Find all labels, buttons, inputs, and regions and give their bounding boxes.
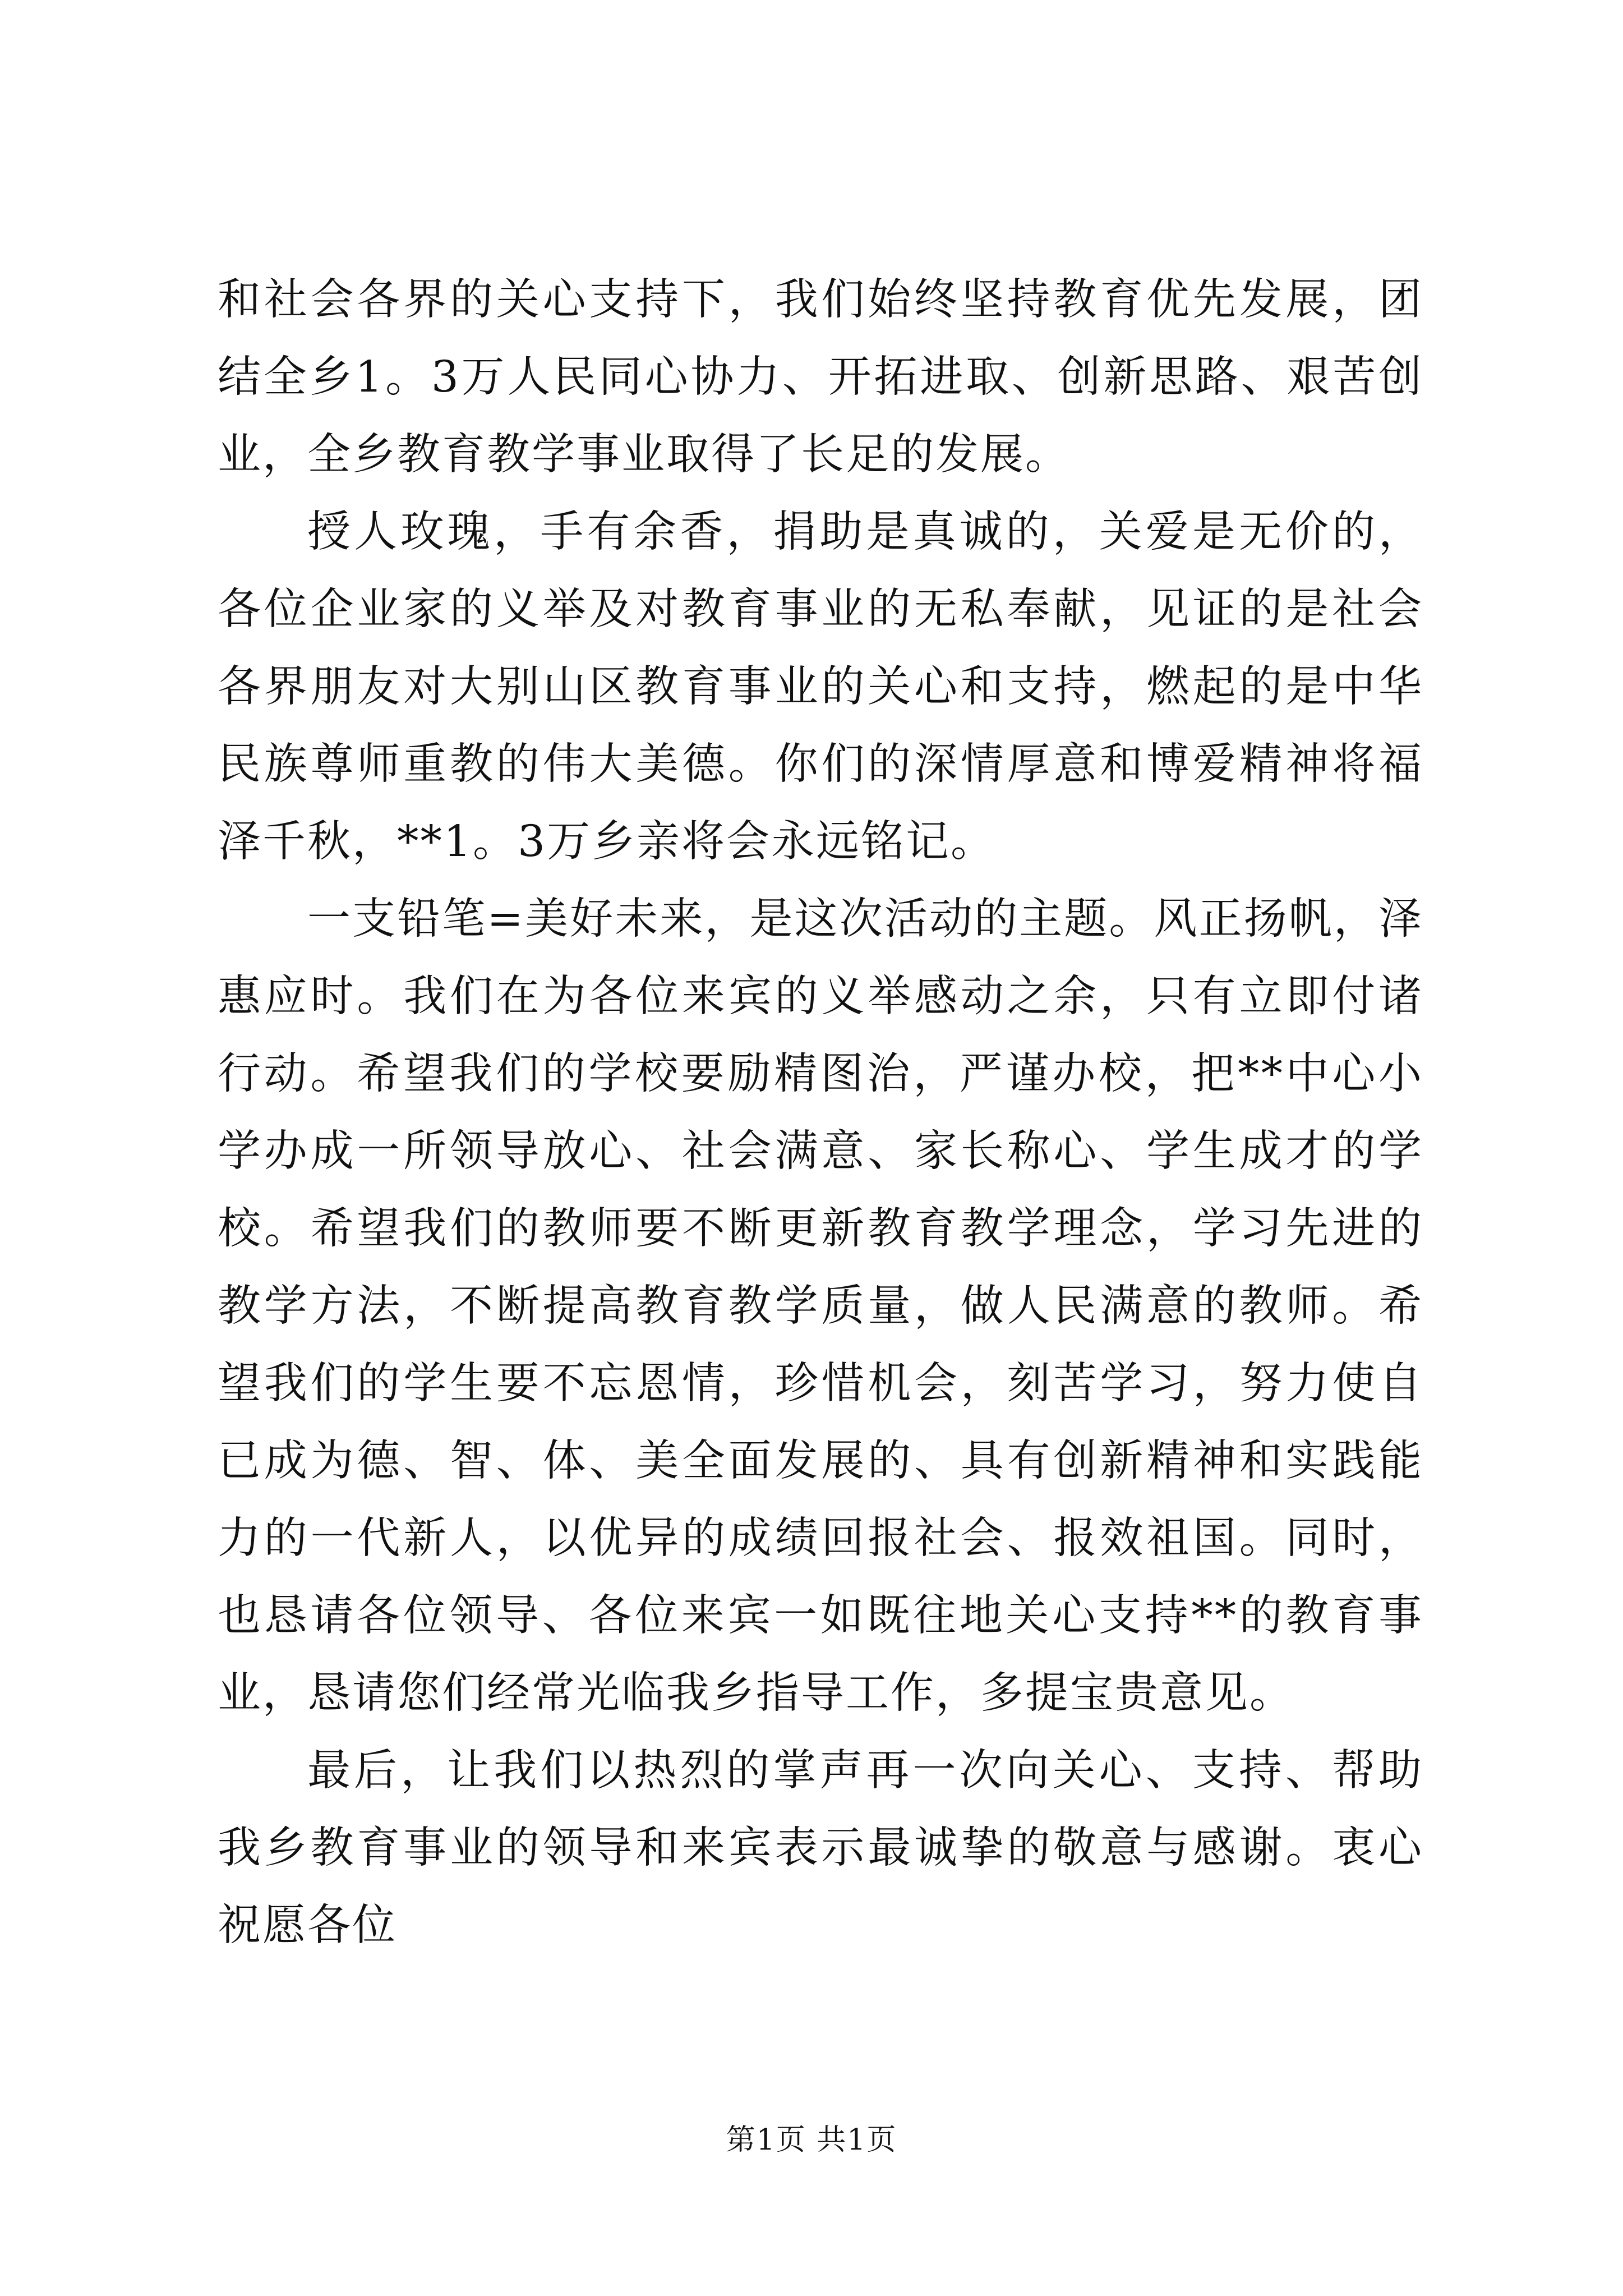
page-number-label: 第1页 共1页	[726, 2123, 897, 2157]
page-footer	[0, 2120, 1623, 2160]
paragraph-4: 最后，让我们以热烈的掌声再一次向关心、支持、帮助我乡教育事业的领导和来宾表示最诚挚的敬意与感谢。衷心祝愿各位	[218, 1746, 1423, 1950]
paragraph-2: 授人玫瑰，手有余香，捐助是真诚的，关爱是无价的，各位企业家的义举及对教育事业的无私奉献，见证的是社会各界朋友对大别山区教育事业的关心和支持，燃起的是中华民族尊师重教的伟大美德。你们的深情厚意和博爱精神将福泽千秋，**1。3万乡亲将会永远铭记。	[218, 507, 1423, 867]
paragraph-1: 和社会各界的关心支持下，我们始终坚持教育优先发展，团结全乡1。3万人民同心协力、开拓进取、创新思路、艰苦创业，全乡教育教学事业取得了长足的发展。	[218, 275, 1423, 480]
paragraph-3: 一支铅笔=美好未来，是这次活动的主题。风正扬帆，泽惠应时。我们在为各位来宾的义举感动之余，只有立即付诸行动。希望我们的学校要励精图治，严谨办校，把**中心小学办成一所领导放心、社会满意、家长称心、学生成才的学校。希望我们的教师要不断更新教育教学理念，学习先进的教学方法，不断提高教育教学质量，做人民满意的教师。希望我们的学生要不忘恩情，珍惜机会，刻苦学习，努力使自已成为德、智、体、美全面发展的、具有创新精神和实践能力的一代新人，以优异的成绩回报社会、报效祖国。同时，也恳请各位领导、各位来宾一如既往地关心支持**的教育事业，恳请您们经常光临我乡指导工作，多提宝贵意见。	[218, 894, 1423, 1718]
document-body	[218, 261, 1423, 1964]
